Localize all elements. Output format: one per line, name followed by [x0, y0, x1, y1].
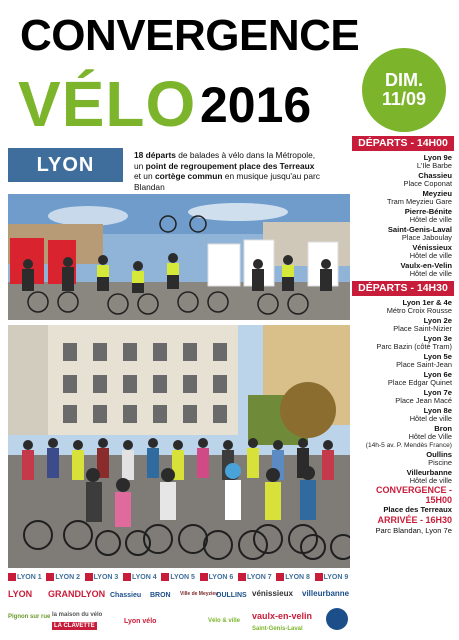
lyon-flag-icon: [161, 573, 169, 581]
title-year: 2016: [200, 77, 312, 133]
departure-location: Hôtel de ville: [409, 215, 452, 225]
arrondissement-item: [276, 571, 311, 583]
departure-place: Villeurbanne: [406, 467, 452, 477]
arrondissement-item: [8, 571, 43, 583]
title-line-1: CONVERGENCE: [20, 11, 360, 60]
intro-line-3c: en musique jusqu'au parc Blandan: [134, 171, 320, 192]
arrondissement-label: LYON 8: [285, 573, 310, 581]
arrivee-place: Parc Blandan, Lyon 7e: [375, 525, 452, 535]
departure-entry: [352, 298, 454, 316]
departure-entry: [352, 468, 454, 486]
intro-line-3a: et un: [134, 171, 155, 181]
departures-14h30-heading: DÉPARTS - 14H30: [352, 281, 454, 296]
logo-meyzieu: Ville de Meyzieu: [180, 591, 219, 597]
arrondissement-label: LYON 3: [93, 573, 119, 581]
arrivee-label: ARRIVÉE - 16H30: [377, 514, 452, 525]
arrondissement-item: [123, 571, 158, 583]
intro-line-2b: point de regroupement place des Terreaux: [145, 160, 315, 171]
departure-place: Chassieu: [418, 170, 452, 180]
departure-entry: [352, 207, 454, 225]
departure-entry: [352, 243, 454, 261]
date-badge: [362, 48, 446, 132]
logo-saint-genis-laval: Saint-Genis-Laval: [252, 626, 303, 632]
departure-entry: [352, 450, 454, 468]
departure-entry: [352, 261, 454, 279]
intro-count: 18 départs: [134, 150, 176, 160]
arrondissement-row: [8, 571, 350, 583]
departure-entry: [352, 225, 454, 243]
departure-place: Bron: [434, 423, 452, 433]
city-label: LYON: [36, 153, 95, 176]
departure-place: Oullins: [426, 449, 452, 459]
departure-location: Hôtel de Ville: [408, 431, 452, 441]
departure-location: Place Coponat: [403, 179, 452, 189]
logo-clavette: LA CLAVETTE: [54, 623, 95, 629]
lyon-flag-icon: [238, 573, 246, 581]
departure-location: Place Jaboulay: [401, 233, 452, 243]
badge-icon: [326, 608, 348, 630]
intro-text: [134, 150, 349, 192]
arrondissement-item: [200, 571, 235, 583]
logo-velo-ville: Vélo & ville: [208, 618, 241, 624]
departures-14h30-list: [352, 298, 454, 486]
departure-place: Lyon 6e: [423, 369, 452, 379]
departure-location: Place Saint-Jean: [396, 359, 452, 369]
arrondissement-label: LYON 4: [131, 573, 157, 581]
convergence-place: Place des Terreaux: [383, 505, 452, 515]
departure-place: Saint-Genis-Laval: [387, 224, 452, 234]
departures-14h00-heading: DÉPARTS - 14H00: [352, 136, 454, 151]
partner-logos: [8, 586, 350, 636]
departure-entry: [352, 171, 454, 189]
departure-entry: [352, 406, 454, 424]
departure-location: Place Edgar Quinet: [387, 377, 452, 387]
arrondissement-label: LYON 7: [246, 573, 272, 581]
photo-lyon-letters: [8, 194, 350, 320]
departure-location: Hôtel de ville: [409, 413, 452, 423]
logo-pignon: Pignon sur rue: [8, 614, 51, 620]
arrondissement-label: LYON 5: [170, 573, 195, 581]
departure-entry: [352, 352, 454, 370]
departure-location: Métro Croix Rousse: [386, 306, 452, 315]
lyon-flag-icon: [123, 573, 131, 581]
departure-location: Hôtel de ville: [409, 475, 452, 485]
departure-place: Lyon 7e: [423, 387, 452, 397]
date-day: DIM.: [385, 70, 423, 91]
arrondissement-item: [238, 571, 273, 583]
logo-bron: BRON: [150, 592, 171, 599]
logo-villeurbanne: villeurbanne: [302, 589, 350, 598]
intro-line-2a: un: [134, 160, 146, 171]
departure-place: Vénissieux: [412, 242, 452, 252]
title-line-2: VÉLO: [18, 68, 197, 140]
arrondissement-item: [85, 571, 120, 583]
departure-location: Place Jean Macé: [395, 395, 452, 405]
departure-location: L'Ile Barbe: [416, 161, 452, 171]
arrondissement-item: [46, 571, 81, 583]
departure-place: Lyon 3e: [423, 333, 452, 343]
logo-lyon: LYON: [8, 589, 33, 599]
arrondissement-label: LYON 1: [17, 573, 42, 581]
arrondissement-label: LYON 6: [208, 573, 234, 581]
city-banner: [8, 148, 123, 182]
date-value: 11/09: [381, 89, 427, 109]
lyon-flag-icon: [85, 573, 93, 581]
arrondissement-item: [315, 571, 350, 583]
logo-vaulx: vaulx-en-velin: [252, 611, 313, 621]
departure-entry: [352, 153, 454, 171]
departure-entry: [352, 424, 454, 450]
departure-place: Lyon 9e: [423, 153, 452, 162]
logo-venissieux: vénissieux: [252, 589, 293, 598]
departure-location: Hôtel de ville: [409, 251, 452, 261]
logo-chassieu: Chassieu: [110, 592, 142, 599]
logo-lyon-velo: Lyon vélo: [124, 618, 157, 625]
departure-location: Parc Bazin (côté Tram): [376, 341, 452, 351]
arrondissement-item: [161, 571, 196, 583]
departure-entry: [352, 388, 454, 406]
lyon-flag-icon: [46, 573, 54, 581]
intro-line-3b: cortège commun: [154, 171, 223, 181]
departure-place: Lyon 8e: [423, 405, 452, 415]
logo-oullins: OULLINS: [216, 592, 247, 599]
departure-location: Tram Meyzieu Gare: [386, 197, 452, 207]
arrondissement-label: LYON 9: [323, 573, 349, 581]
lyon-flag-icon: [200, 573, 208, 581]
departures-14h00-list: [352, 153, 454, 279]
departure-entry: [352, 370, 454, 388]
departure-entry: [352, 334, 454, 352]
departure-place: Pierre-Bénite: [404, 206, 452, 216]
lyon-flag-icon: [8, 573, 16, 581]
convergence-label: CONVERGENCE - 15H00: [375, 484, 452, 505]
departure-place: Lyon 5e: [423, 351, 452, 361]
departure-place: Vaulx-en-Velin: [400, 260, 452, 270]
schedule-sidebar: [352, 136, 454, 535]
departure-location: Place Saint-Nizier: [393, 323, 452, 333]
logo-grand-lyon: GRANDLYON: [48, 589, 106, 599]
departure-location: Hôtel de ville: [409, 269, 452, 279]
departure-location: Piscine: [428, 457, 452, 467]
departure-entry: [352, 189, 454, 207]
lyon-flag-icon: [276, 573, 284, 581]
departure-place: Lyon 1er & 4e: [402, 297, 452, 307]
photo-street-ride: [8, 325, 350, 568]
departure-entry: [352, 316, 454, 334]
departure-place: Lyon 2e: [423, 315, 452, 325]
departure-note: (14h-5 av. P. Mendès France): [365, 441, 452, 449]
intro-line-1: de balades à vélo dans la Métropole,: [175, 150, 316, 160]
lyon-flag-icon: [315, 573, 323, 581]
arrondissement-label: LYON 2: [55, 573, 80, 581]
logo-maison-velo: la maison du vélo: [52, 612, 103, 618]
departure-place: Meyzieu: [422, 188, 452, 198]
